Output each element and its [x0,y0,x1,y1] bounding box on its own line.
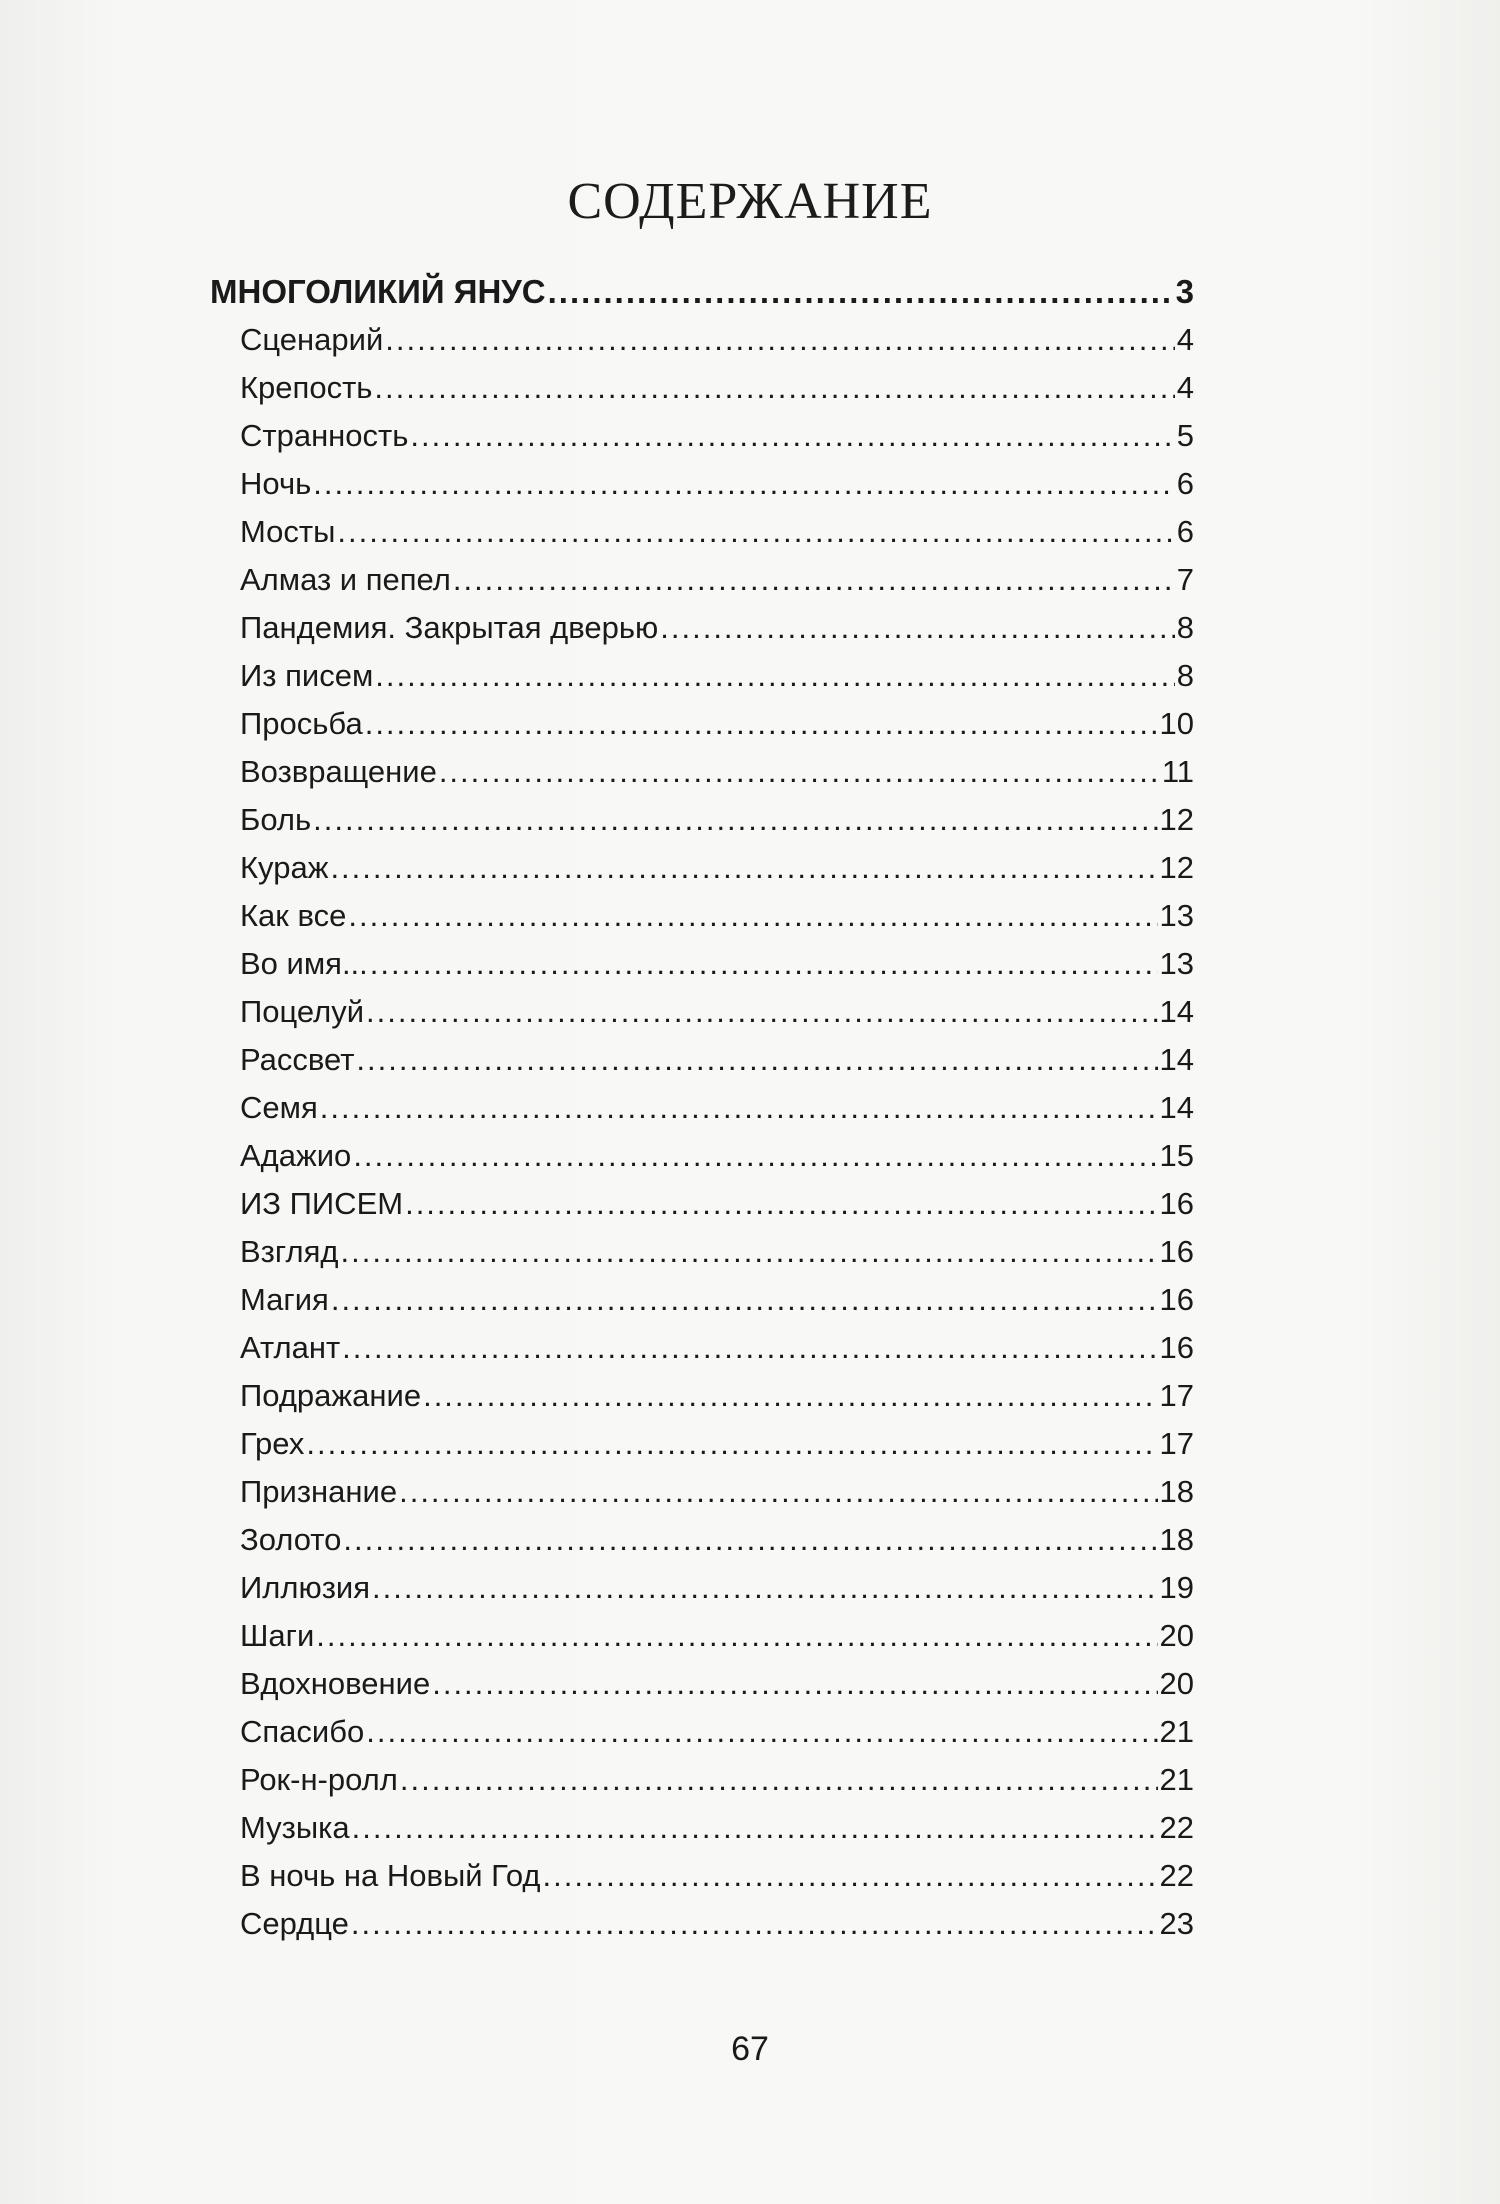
toc-entry-page: 20 [1159,1666,1194,1701]
toc-entry-title: Семя [240,1090,318,1125]
toc-entry [210,1420,1194,1468]
toc-dot-leader [365,700,1158,748]
toc-entry-page: 14 [1159,1042,1194,1077]
toc-entry-title: Музыка [240,1810,350,1845]
toc-entry [210,1852,1194,1900]
toc-entry-page: 6 [1176,466,1194,501]
toc-entry-title: Сценарий [240,322,384,357]
toc-entry-title: Просьба [240,706,363,741]
toc-dot-leader [316,1612,1157,1660]
toc-entry-page: 8 [1176,610,1194,645]
toc-dot-leader [313,796,1157,844]
toc-entry [210,1084,1194,1132]
toc-dot-leader [370,940,1158,988]
toc-entry-page: 10 [1159,706,1194,741]
toc-entry-title: Мосты [240,514,336,549]
toc-entry-title: Рок-н-ролл [240,1762,398,1797]
toc-dot-leader [330,844,1157,892]
toc-entry-page: 18 [1159,1522,1194,1557]
toc-entry [210,1900,1194,1948]
toc-entry [210,1516,1194,1564]
page-number: 67 [731,2030,769,2068]
toc-dot-leader [372,1564,1157,1612]
toc-entry-page: 3 [1175,273,1194,310]
toc-dot-leader [432,1660,1157,1708]
toc-entry-title: Шаги [240,1618,315,1653]
toc-entry-page: 19 [1159,1570,1194,1605]
toc-entry-title: Кураж [240,850,329,885]
toc-dot-leader [337,508,1174,556]
toc-entry [210,1036,1194,1084]
toc-entry [210,1180,1194,1228]
toc-entry-page: 4 [1176,370,1194,405]
page-title: СОДЕРЖАНИЕ [567,173,933,230]
toc-entry-title: Признание [240,1474,398,1509]
toc-dot-leader [400,1756,1158,1804]
toc-entry-page: 21 [1159,1714,1194,1749]
toc-entry-title: Из писем [240,658,374,693]
toc-entry-page: 14 [1159,1090,1194,1125]
toc-entry-title: Атлант [240,1330,341,1365]
toc-entry-page: 16 [1159,1186,1194,1221]
toc-entry-page: 8 [1176,658,1194,693]
toc-dot-leader [548,268,1174,316]
toc-dot-leader [366,988,1157,1036]
toc-dot-leader [453,556,1175,604]
toc-entry-title: Боль [240,802,312,837]
toc-entry-title: Странность [240,418,409,453]
toc-entry-page: 5 [1176,418,1194,453]
toc-dot-leader [375,652,1174,700]
toc-entry [210,796,1194,844]
toc-entry-page: 17 [1159,1426,1194,1461]
toc-entry [210,1324,1194,1372]
toc-entry-page: 16 [1159,1330,1194,1365]
toc-entry [210,364,1194,412]
toc-entry [210,508,1194,556]
toc-dot-leader [660,604,1175,652]
toc-entry-page: 18 [1159,1474,1194,1509]
toc-dot-leader [306,1420,1157,1468]
toc-dot-leader [366,1708,1157,1756]
toc-entry-page: 15 [1159,1138,1194,1173]
toc-entry-title: ИЗ ПИСЕМ [240,1186,404,1221]
toc-entry-page: 17 [1159,1378,1194,1413]
toc-entry [210,700,1194,748]
toc-entry-page: 12 [1159,850,1194,885]
toc-entry-page: 14 [1159,994,1194,1029]
toc-entry [210,892,1194,940]
toc-entry-page: 21 [1159,1762,1194,1797]
toc-dot-leader [353,1132,1157,1180]
toc-entry-title: Крепость [240,370,373,405]
toc-entry-title: Взгляд [240,1234,339,1269]
table-of-contents [210,268,1194,1948]
toc-entry-title: Возвращение [240,754,437,789]
toc-entry-page: 22 [1159,1810,1194,1845]
toc-entry [210,412,1194,460]
toc-entry-title: Как все [240,898,347,933]
toc-dot-leader [348,892,1157,940]
toc-entry-title: Грех [240,1426,305,1461]
toc-entry-page: 23 [1159,1906,1194,1941]
toc-entry-title: МНОГОЛИКИЙ ЯНУС [210,273,546,310]
toc-dot-leader [410,412,1174,460]
toc-entry-title: Адажио [240,1138,352,1173]
toc-entry-title: Подражание [240,1378,422,1413]
toc-dot-leader [342,1324,1157,1372]
toc-entry [210,460,1194,508]
toc-entry [210,1612,1194,1660]
toc-entry-title: Иллюзия [240,1570,371,1605]
toc-entry-page: 20 [1159,1618,1194,1653]
toc-entry [210,1708,1194,1756]
toc-dot-leader [385,316,1174,364]
toc-dot-leader [543,1852,1158,1900]
toc-entry-title: Во имя... [240,946,368,981]
toc-dot-leader [331,1276,1158,1324]
toc-entry [210,316,1194,364]
toc-entry-page: 13 [1159,898,1194,933]
toc-entry [210,1372,1194,1420]
toc-dot-leader [313,460,1175,508]
toc-entry [210,1756,1194,1804]
toc-entry-page: 16 [1159,1234,1194,1269]
toc-entry-title: Пандемия. Закрытая дверью [240,610,659,645]
toc-entry-title: Золото [240,1522,342,1557]
toc-entry-title: Магия [240,1282,329,1317]
toc-entry-title: Спасибо [240,1714,365,1749]
toc-entry-title: В ночь на Новый Год [240,1858,541,1893]
toc-dot-leader [352,1804,1158,1852]
toc-entry-page: 11 [1161,754,1194,789]
toc-entry-title: Рассвет [240,1042,355,1077]
toc-entry-title: Сердце [240,1906,349,1941]
toc-entry [210,844,1194,892]
toc-entry [210,1660,1194,1708]
toc-dot-leader [320,1084,1158,1132]
toc-entry-page: 7 [1176,562,1194,597]
toc-dot-leader [423,1372,1157,1420]
toc-entry-title: Вдохновение [240,1666,431,1701]
toc-entry [210,940,1194,988]
toc-dot-leader [399,1468,1157,1516]
toc-entry-title: Ночь [240,466,312,501]
toc-entry-page: 6 [1176,514,1194,549]
toc-dot-leader [405,1180,1157,1228]
toc-entry [210,748,1194,796]
toc-dot-leader [374,364,1174,412]
toc-entry [210,1804,1194,1852]
toc-entry [210,988,1194,1036]
toc-dot-leader [340,1228,1157,1276]
toc-entry-title: Алмаз и пепел [240,562,451,597]
toc-entry-page: 22 [1159,1858,1194,1893]
toc-dot-leader [351,1900,1158,1948]
toc-entry [210,652,1194,700]
toc-entry-page: 4 [1176,322,1194,357]
toc-entry-page: 16 [1159,1282,1194,1317]
toc-dot-leader [439,748,1160,796]
toc-entry [210,1132,1194,1180]
toc-section-heading [210,268,1194,316]
toc-entry-title: Поцелуй [240,994,365,1029]
toc-entry [210,1276,1194,1324]
toc-entry [210,1564,1194,1612]
toc-dot-leader [343,1516,1157,1564]
toc-dot-leader [356,1036,1157,1084]
toc-entry [210,556,1194,604]
toc-entry [210,604,1194,652]
toc-entry-page: 12 [1159,802,1194,837]
toc-entry [210,1468,1194,1516]
toc-entry [210,1228,1194,1276]
toc-entry-page: 13 [1159,946,1194,981]
